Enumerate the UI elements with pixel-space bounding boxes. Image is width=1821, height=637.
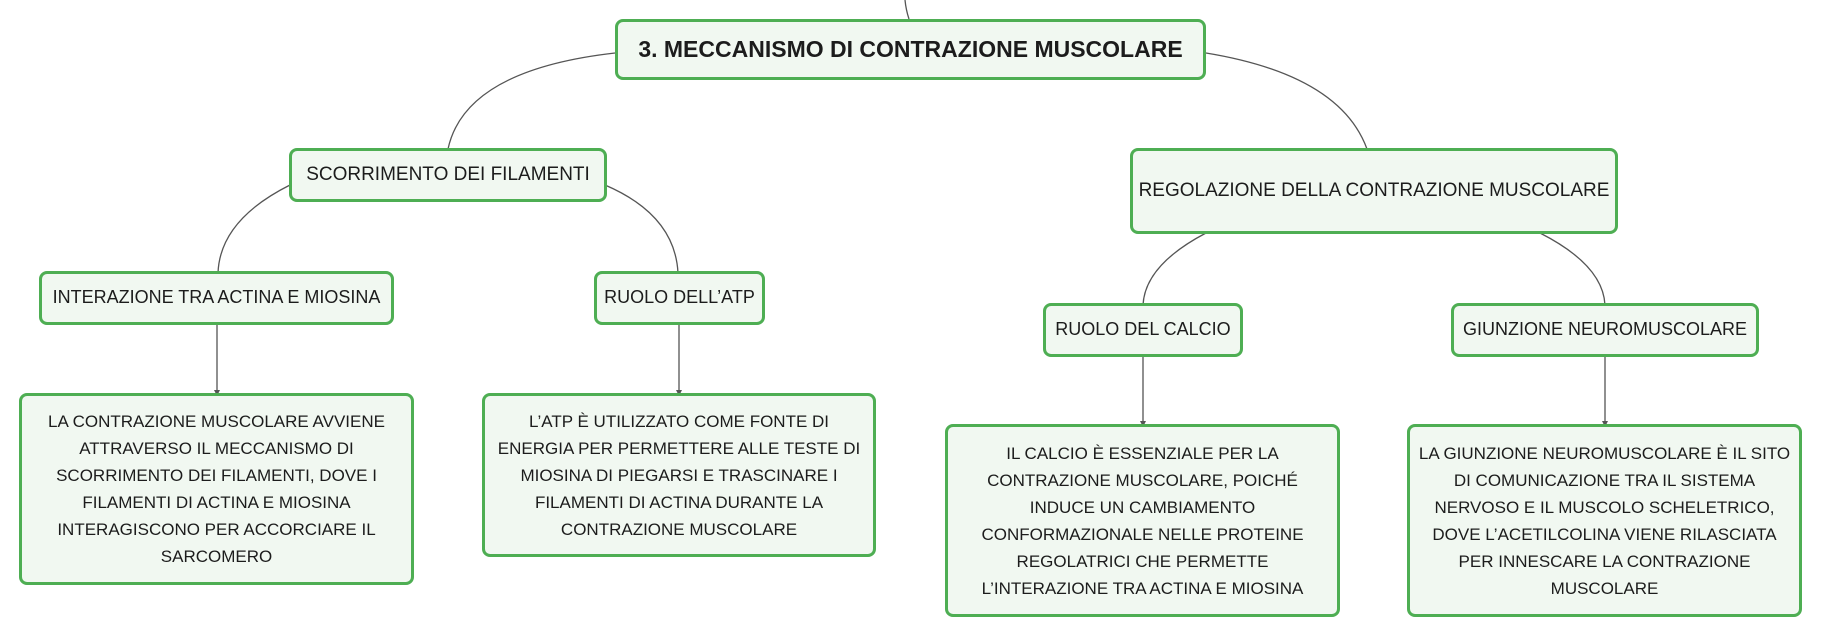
detail-node-calcio[interactable] bbox=[945, 424, 1340, 617]
connector-line bbox=[1206, 53, 1367, 149]
connector-line bbox=[448, 53, 615, 149]
subtopic-node-interazione[interactable] bbox=[39, 271, 394, 325]
subtopic-node-calcio[interactable] bbox=[1043, 303, 1243, 357]
connector-line bbox=[218, 185, 290, 273]
branch-node-label: SCORRIMENTO DEI FILAMENTI bbox=[306, 163, 590, 185]
connector-line bbox=[605, 185, 678, 273]
detail-node-text: L’ATP È UTILIZZATO COME FONTE DI ENERGIA PER PERMETTERE ALLE TESTE DI MIOSINA DI PIEGARSI E TRASCINARE I FILAMENTI DI ACTINA DURANTE LA CONTRAZIONE MUSCOLARE bbox=[497, 411, 861, 539]
connector-line bbox=[1143, 233, 1206, 305]
branch-node-regolazione[interactable] bbox=[1130, 148, 1618, 234]
detail-node-atp[interactable] bbox=[482, 393, 876, 557]
detail-node-giunzione[interactable] bbox=[1407, 424, 1802, 617]
subtopic-node-label: RUOLO DEL CALCIO bbox=[1055, 319, 1231, 340]
detail-node-text: IL CALCIO È ESSENZIALE PER LA CONTRAZIONE MUSCOLARE, POICHÉ INDUCE UN CAMBIAMENTO CONFORMAZIONALE NELLE PROTEINE REGOLATRICI CHE PERMETTE L’INTERAZIONE TRA ACTINA E MIOSINA bbox=[981, 443, 1304, 598]
subtopic-node-label: INTERAZIONE TRA ACTINA E MIOSINA bbox=[52, 287, 381, 308]
branch-node-label: REGOLAZIONE DELLA CONTRAZIONE MUSCOLARE bbox=[1138, 179, 1610, 201]
connector-line bbox=[1540, 233, 1605, 305]
root-topic-label: 3. MECCANISMO DI CONTRAZIONE MUSCOLARE bbox=[638, 35, 1183, 62]
detail-node-text: LA CONTRAZIONE MUSCOLARE AVVIENE ATTRAVERSO IL MECCANISMO DI SCORRIMENTO DEI FILAMENTI, DOVE I FILAMENTI DI ACTINA E MIOSINA INTERAGISCONO PER ACCORCIARE IL SARCOMERO bbox=[48, 412, 385, 566]
detail-node-interazione[interactable] bbox=[19, 393, 414, 585]
root-topic[interactable] bbox=[615, 19, 1206, 80]
detail-node-text: LA GIUNZIONE NEUROMUSCOLARE È IL SITO DI COMUNICAZIONE TRA IL SISTEMA NERVOSO E IL MUSCOLO SCHELETRICO, DOVE L’ACETILCOLINA VIENE RILASCIATA PER INNESCARE LA CONTRAZIONE MUSCOLARE bbox=[1418, 443, 1791, 598]
subtopic-node-giunzione[interactable] bbox=[1451, 303, 1759, 357]
branch-node-scorrimento[interactable] bbox=[289, 148, 607, 202]
connector-line bbox=[905, 0, 909, 19]
subtopic-node-atp[interactable] bbox=[594, 271, 765, 325]
subtopic-node-label: GIUNZIONE NEUROMUSCOLARE bbox=[1462, 319, 1748, 340]
subtopic-node-label: RUOLO DELL’ATP bbox=[604, 287, 755, 308]
